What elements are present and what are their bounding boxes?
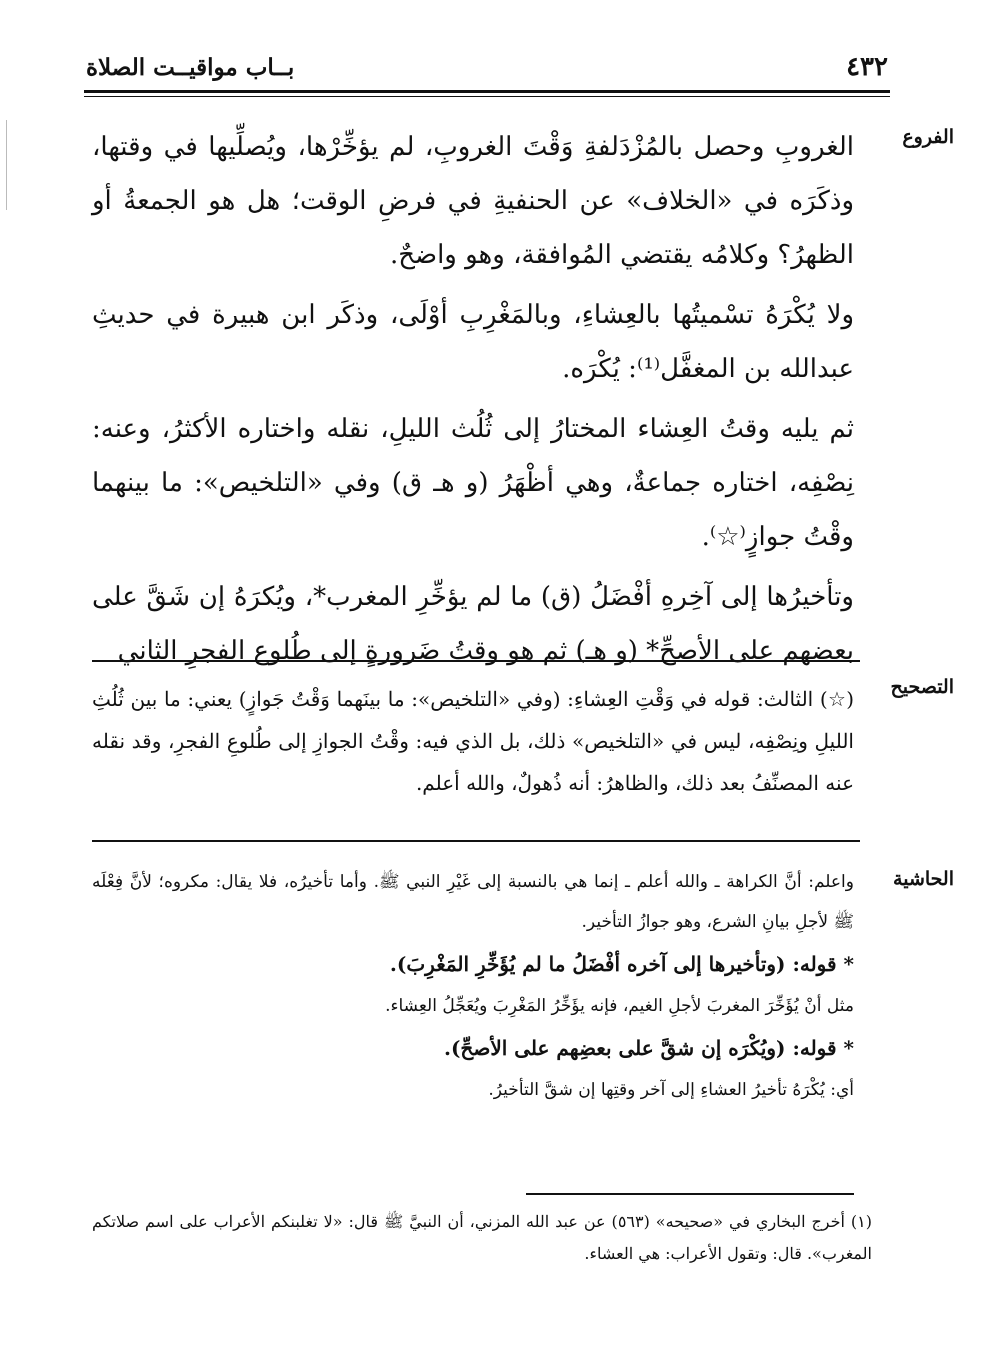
label-furu: الفروع — [902, 126, 954, 148]
section-furu — [92, 120, 854, 684]
margin-mark — [6, 120, 7, 210]
header-rule — [84, 90, 890, 97]
label-tashih: التصحيح — [890, 676, 954, 698]
footnote: (١) أخرج البخاري في «صحيحه» (٥٦٣) عن عبد الله المزني، أن النبيَّ ﷺ قال: «لا تغلبنكم الأعراب على اسم صلاتكم المغرب». قال: وتقول الأعراب: هي العشاء. — [92, 1212, 873, 1263]
furu-paragraph: الغروبِ وحصل بالمُزْدَلفةِ وَقْتَ الغروبِ، لم يؤخِّرْها، ويُصلِّيها في وقتها، وذكَرَه في «الخلاف» عن الحنفيةِ في فرضِ الوقت؛ هل هو الجمعةُ أو الظهرُ؟ وكلامُه يقتضي المُوافقة، وهو واضحٌ. — [92, 132, 854, 270]
section-divider — [92, 840, 860, 842]
furu-paragraph: وتأخيرُها إلى آخِرهِ أفْضَلُ (ق) ما لم يؤخِّرِ المغرب*، ويُكرَهُ إن شَقَّ على بعضهم على الأصحِّ* (و هـ) ثم هو وقتُ ضَرورةٍ إلى طُلوع الفجرِ الثاني — [92, 582, 854, 666]
section-footnotes — [92, 1206, 872, 1270]
page-number: ٤٣٢ — [846, 52, 888, 82]
hashia-paragraph: واعلم: أنَّ الكراهة ـ والله أعلم ـ إنما هي بالنسبة إلى غَيْرِ النبي ﷺ. وأما تأخيرُه، فلا يقال: مكروه؛ لأنَّ فِعْلَه ﷺ لأجلِ بيانِ الشرع، وهو جوازُ التأخير. — [92, 872, 854, 932]
hashia-paragraph: مثل أنْ يُؤَخِّرَ المغربَ لأجلِ الغيم، فإنه يؤَخِّرُ المَغْرِبَ ويُعَجِّلُ العِشاء. — [385, 996, 854, 1016]
furu-paragraph: ثم يليه وقتُ العِشاء المختارُ إلى ثُلُث الليلِ، نقله واختاره الأكثرُ، وعنه: نِصْفِه، اختاره جماعةٌ، وهي أظْهَرُ (و هـ ق) وفي «التلخيص»: ما بينهما وقْتُ جوازٍ⁽☆⁾. — [92, 414, 854, 552]
section-tashih — [92, 678, 854, 804]
hashia-quote: * قوله: (وتأخيرها إلى آخره أفْضَلُ ما لم يُؤَخِّرِ المَغْرِبَ). — [389, 952, 854, 976]
section-hashia — [92, 862, 854, 1110]
hashia-paragraph: أي: يُكْرَهُ تأخيرُ العشاءِ إلى آخر وقتِها إن شقَّ التأخيرُ. — [488, 1080, 854, 1100]
footnote-rule — [526, 1193, 854, 1195]
furu-paragraph: ولا يُكْرَهُ تسْميتُها بالعِشاءِ، وبالمَغْرِبِ أوْلَى، وذكَر ابن هبيرة في حديثِ عبدالله بن المغفَّل⁽¹⁾: يُكْرَه. — [92, 300, 854, 384]
page-header — [86, 50, 888, 88]
label-hashia: الحاشية — [893, 868, 954, 890]
tashih-paragraph: (☆) الثالث: قوله في وَقْتِ العِشاءِ: (وفي «التلخيص»: ما بينَهما وَقْتُ جَوازٍ) يعني: ما بين ثُلُثِ الليلِ ونِصْفِه، ليس في «التلخيص» ذلك، بل الذي فيه: وقْتُ الجوازِ إلى طُلوعِ الفجرِ، وقد نقله عنه المصنِّفُ بعد ذلك، والظاهرُ: أنه ذُهولٌ، والله أعلم. — [92, 687, 854, 795]
hashia-quote: * قوله: (ويُكْرَه إن شقَّ على بعضِهم على الأصحِّ). — [444, 1036, 854, 1060]
section-divider — [92, 660, 860, 662]
running-title: بــاب مواقيــت الصلاة — [86, 54, 295, 81]
